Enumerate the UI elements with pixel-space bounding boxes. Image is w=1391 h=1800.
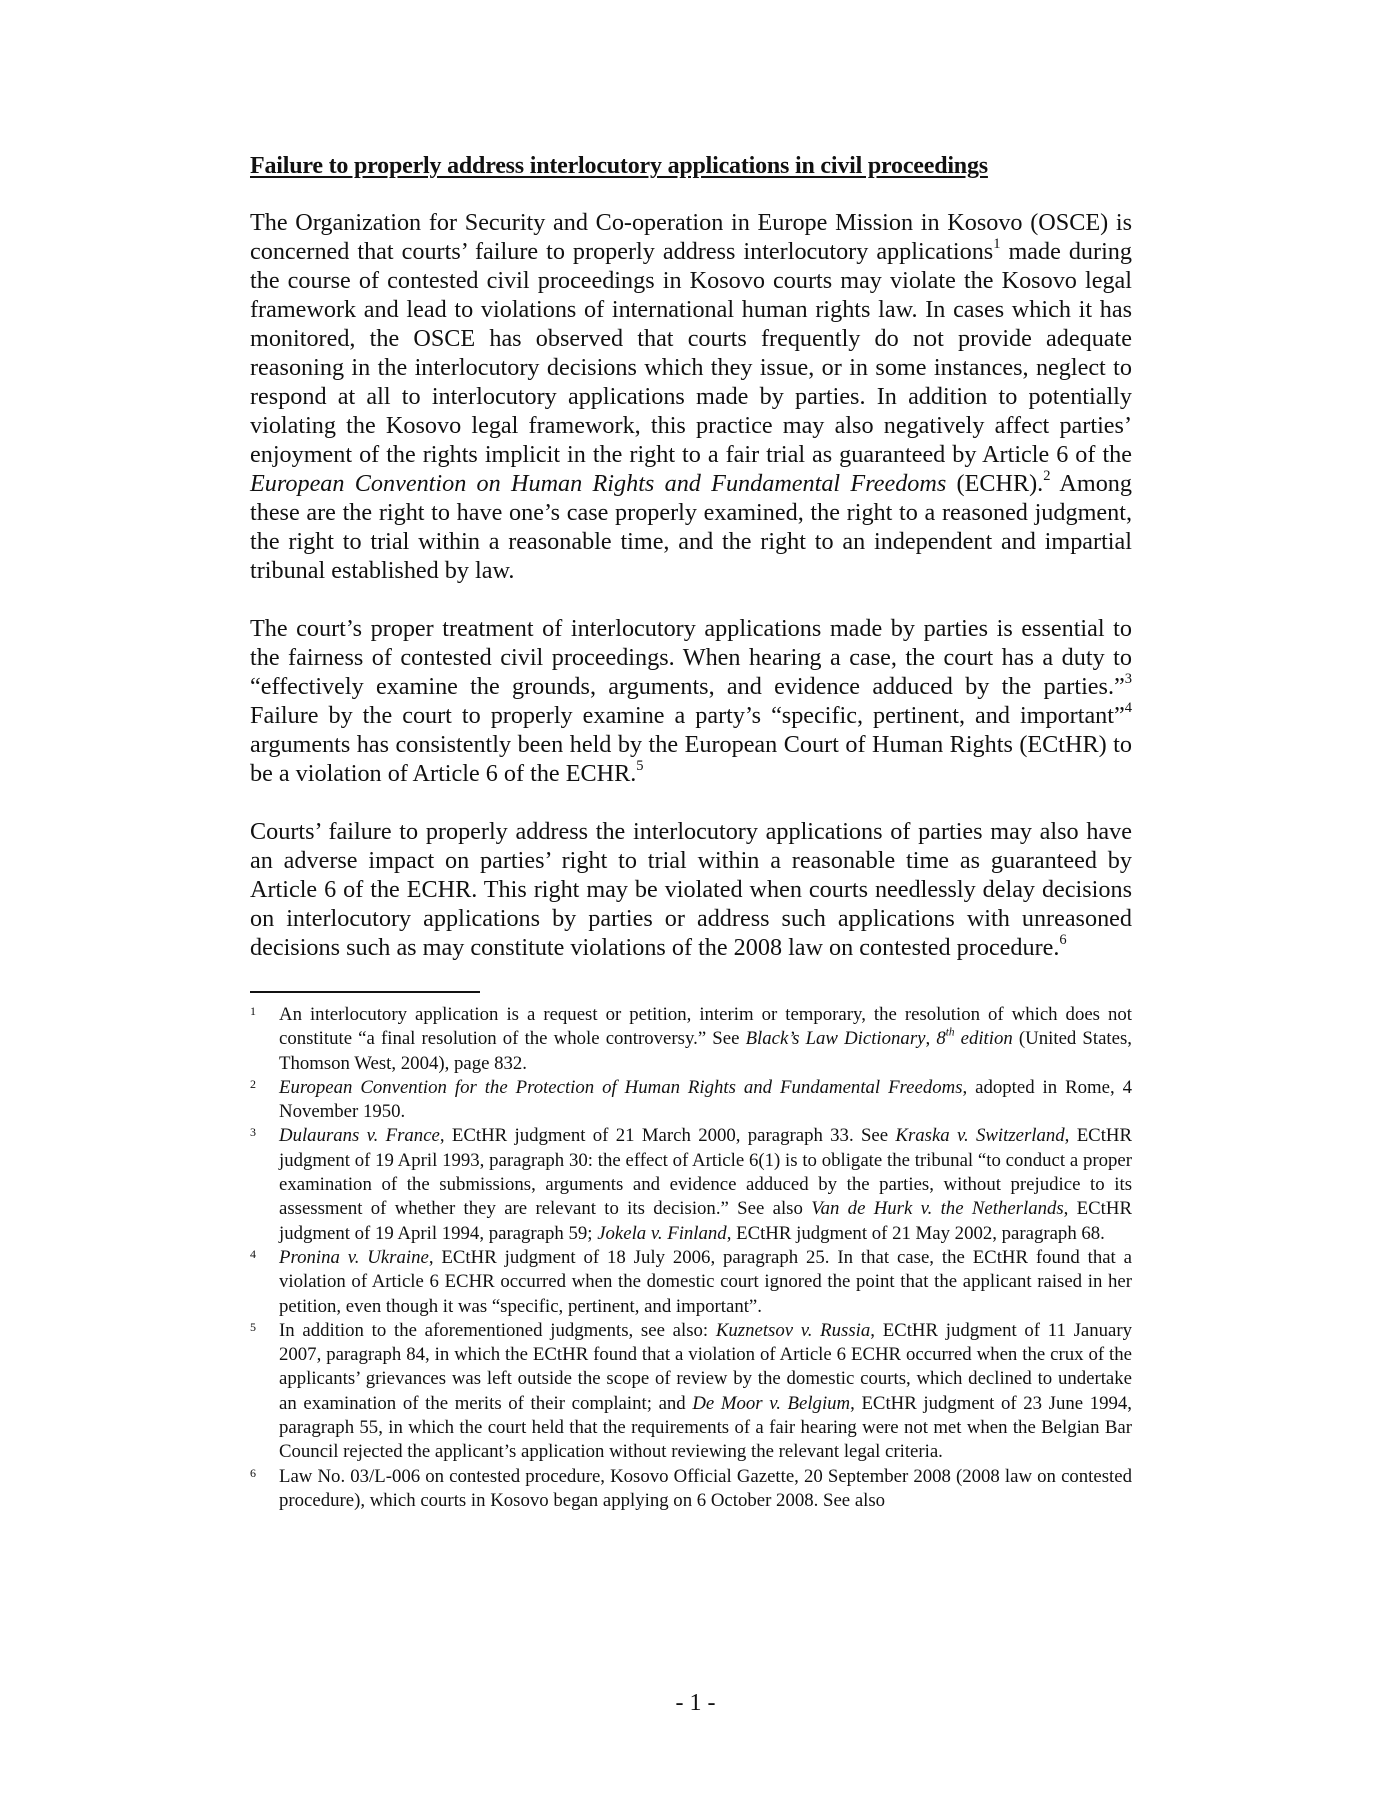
footnote-text [279,1465,1132,1514]
footnote-number: 1 [250,1004,256,1018]
italic-text: Van de Hurk v. the Netherlands [811,1198,1064,1220]
footnote-number: 5 [250,1319,256,1334]
footnote-reference[interactable]: 6 [1059,932,1067,949]
footnote-reference[interactable]: 5 [636,758,644,775]
italic-text: European Convention on Human Rights and Fundamental Freedoms [250,470,947,497]
body-paragraph [250,817,1132,962]
italic-text: European Convention for the Protection of Human Rights and Fundamental Freedoms [279,1076,963,1098]
footnote-text [279,1076,1132,1125]
text-run: arguments has consistently been held by the European Court of Human Rights (ECtHR) to be a violation of Article 6 of the ECHR. [250,731,1132,787]
page-number: - 1 - [675,1690,716,1716]
text-run: , ECtHR judgment of 11 January 2007, paragraph 84, in which the ECtHR found that a violation of Article 6 ECHR occurred when the crux of the applicants’ grievances was left outside the scope of review by the domestic courts, which declined to undertake an examination of the merits of their complaint; and [279,1319,1133,1414]
text-run: (ECHR). [946,470,1044,497]
footnote-number: 3 [250,1125,256,1140]
page-content [250,152,1132,1513]
footnotes [250,1003,1132,1513]
footnote-reference[interactable]: 1 [993,236,1001,253]
footnote [250,1319,1132,1465]
text-run: The Organization for Security and Co-operation in Europe Mission in Kosovo (OSCE) is concerned that courts’ failure to properly address interlocutory applications [250,209,1132,265]
footnote [250,1465,1132,1514]
italic-text: De Moor v. Belgium [692,1392,851,1414]
superscript-text: th [945,1026,955,1039]
text-run: The court’s proper treatment of interlocutory applications made by parties is essential to the fairness of contested civil proceedings. When hearing a case, the court has a duty to “effectively examine the grounds, arguments, and evidence adduced by the parties.” [250,615,1132,700]
text-run: In addition to the aforementioned judgments, see also: [279,1319,716,1341]
body-paragraphs [250,208,1132,962]
text-run: , ECtHR judgment of 21 May 2002, paragraph 68. [726,1222,1105,1244]
body-paragraph [250,614,1132,788]
footnote-reference[interactable]: 2 [1043,468,1051,485]
text-run: , ECtHR judgment of 23 June 1994, paragraph 55, in which the court held that the requirements of a fair hearing were not met when the Belgian Bar Council rejected the applicant’s application without reviewing the relevant legal criteria. [279,1392,1133,1463]
footnote-text [279,1003,1132,1076]
text-run: (United States, Thomson West, 2004), page 832. [279,1028,1132,1074]
text-run: Among these are the right to have one’s case properly examined, the right to a reasoned judgment, the right to trial within a reasonable time, and the right to an independent and impartial tribunal established by law. [250,470,1132,584]
italic-text: Kuznetsov v. Russia [715,1319,871,1341]
text-run: Failure by the court to properly examine a party’s “specific, pertinent, and important” [250,702,1125,729]
footnote-number: 2 [250,1076,256,1091]
footnote-reference[interactable]: 3 [1124,671,1132,688]
text-run: made during the course of contested civil proceedings in Kosovo courts may violate the Kosovo legal framework and lead to violations of international human rights law. In cases which it has monitored, the OSCE has observed that courts frequently do not provide adequate reasoning in the interlocutory decisions which they issue, or in some instances, neglect to respond at all to interlocutory applications made by parties. In addition to potentially violating the Kosovo legal framework, this practice may also negatively affect parties’ enjoyment of the rights implicit in the right to a fair trial as guaranteed by Article 6 of the [250,238,1132,468]
italic-text: Black’s Law Dictionary [745,1028,926,1050]
footnote [250,1076,1132,1125]
text-run: Courts’ failure to properly address the interlocutory applications of parties may also have an adverse impact on parties’ right to trial within a reasonable time as guaranteed by Article 6 of the ECHR. This right may be violated when courts needlessly delay decisions on interlocutory applications by parties or address such applications with unreasoned decisions such as may constitute violations of the 2008 law on contested procedure. [250,818,1132,961]
section-title: Failure to properly address interlocutory applications in civil proceedings [250,153,988,179]
italic-text: Dulaurans v. France [279,1125,440,1147]
text-run: Law No. 03/L-006 on contested procedure, Kosovo Official Gazette, 20 September 2008 (2008 law on contested procedure), which courts in Kosovo began applying on 6 October 2008. See also [279,1465,1132,1511]
footnote-text [279,1124,1132,1245]
footnote [250,1124,1132,1245]
footnote-number: 4 [250,1246,256,1261]
italic-text: Kraska v. Switzerland [895,1125,1065,1147]
footnote [250,1246,1132,1319]
footnote-number: 6 [250,1465,256,1480]
text-run: , [925,1028,937,1050]
text-run: , adopted in Rome, 4 November 1950. [279,1076,1132,1123]
footnote-text [279,1319,1132,1465]
footnote-text [279,1246,1132,1319]
text-run: , ECtHR judgment of 19 April 1994, paragraph 59; [279,1198,1132,1244]
footnote [250,1003,1132,1076]
text-run: , ECtHR judgment of 21 March 2000, paragraph 33. See [439,1125,896,1147]
footnote-separator [250,991,480,993]
italic-text: 8 [936,1028,946,1050]
text-run: An interlocutory application is a request or petition, interim or temporary, the resolution of which does not constitute “a final resolution of the whole controversy.” See [279,1004,1132,1050]
italic-text: edition [954,1028,1013,1050]
footnote-reference[interactable]: 4 [1124,700,1132,717]
italic-text: Pronina v. Ukraine [279,1246,429,1268]
italic-text: Jokela v. Finland [597,1222,727,1244]
body-paragraph [250,208,1132,585]
text-run: , ECtHR judgment of 19 April 1993, paragraph 30: the effect of Article 6(1) is to obligate the tribunal “to conduct a proper examination of the submissions, arguments and evidence adduced by the parties, without prejudice to its assessment of whether they are relevant to its decision.” See also [279,1125,1132,1220]
text-run: , ECtHR judgment of 18 July 2006, paragraph 25. In that case, the ECtHR found that a violation of Article 6 ECHR occurred when the domestic court ignored the point that the applicant raised in her petition, even though it was “specific, pertinent, and important”. [279,1246,1133,1317]
